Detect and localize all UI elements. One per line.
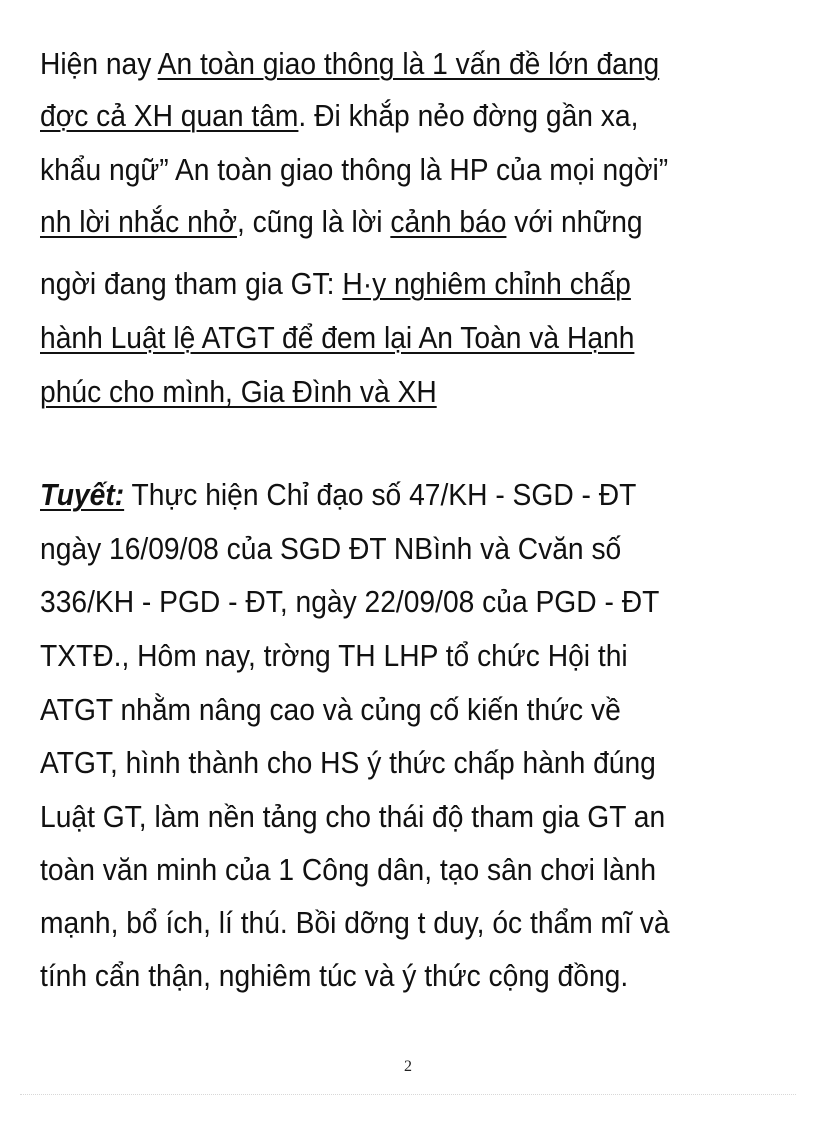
paragraph1-line-5 [40, 264, 710, 318]
text-run: , cũng là lời [236, 204, 391, 239]
text-run: Hiện nay [40, 46, 158, 81]
bottom-divider [20, 1094, 796, 1095]
text-run: Luật GT, làm nền tảng cho thái độ tham gia GT an [40, 799, 666, 834]
paragraph2-line-2 [40, 529, 710, 583]
text-run: Thực hiện Chỉ đạo số 47/KH - SGD - ĐT [124, 477, 637, 512]
paragraph2-line-5 [40, 690, 710, 744]
underlined-text: đợc cả XH quan tâm [40, 98, 299, 133]
page-number: 2 [404, 1058, 412, 1075]
text-run: ATGT nhằm nâng cao và củng cố kiến thức về [40, 692, 621, 727]
underlined-text: hành Luật lệ ATGT để đem lại An Toàn và Hạnh [40, 320, 635, 355]
paragraph2-line-7 [40, 797, 710, 851]
underlined-text: cảnh báo [390, 204, 507, 239]
paragraph1-line-2 [40, 96, 710, 150]
paragraph2-line-6 [40, 743, 710, 797]
text-run: khẩu ngữ” An toàn giao thông là HP của mọi ngời” [40, 152, 669, 187]
text-run: với những [506, 204, 643, 239]
text-run: ngày 16/09/08 của SGD ĐT NBình và Cvăn số [40, 531, 622, 566]
underlined-text: phúc cho mình, Gia Đình và XH [40, 374, 437, 409]
text-run: tính cẩn thận, nghiêm túc và ý thức cộng đồng. [40, 958, 629, 993]
text-run: ngời đang tham gia GT: [40, 266, 343, 301]
text-run: TXTĐ., Hôm nay, trờng TH LHP tổ chức Hội thi [40, 638, 628, 673]
paragraph1-line-1 [40, 44, 710, 98]
paragraph2-line-8 [40, 850, 710, 904]
paragraph2-line-4 [40, 636, 710, 690]
paragraph1-line-4 [40, 202, 710, 256]
paragraph2-line-9 [40, 903, 710, 957]
paragraph1-line-7 [40, 372, 710, 426]
speaker-label: Tuyết: [40, 477, 125, 512]
paragraph2-line-1 [40, 475, 710, 529]
text-run: mạnh, bổ ích, lí thú. Bồi dỡng t duy, óc thẩm mĩ và [40, 905, 670, 940]
paragraph1-line-3 [40, 150, 710, 204]
paragraph2-line-10 [40, 956, 710, 1010]
paragraph1-line-6 [40, 318, 710, 372]
paragraph2-line-3 [40, 582, 710, 636]
text-run: toàn văn minh của 1 Công dân, tạo sân chơi lành [40, 852, 657, 887]
underlined-text: H·y nghiêm chỉnh chấp [342, 266, 631, 301]
text-run: 336/KH - PGD - ĐT, ngày 22/09/08 của PGD - ĐT [40, 584, 660, 619]
text-run: ATGT, hình thành cho HS ý thức chấp hành đúng [40, 745, 656, 780]
text-run: . Đi khắp nẻo đờng gần xa, [298, 98, 639, 133]
underlined-text: nh lời nhắc nhở [40, 204, 237, 239]
underlined-text: An toàn giao thông là 1 vấn đề lớn đang [157, 46, 660, 81]
